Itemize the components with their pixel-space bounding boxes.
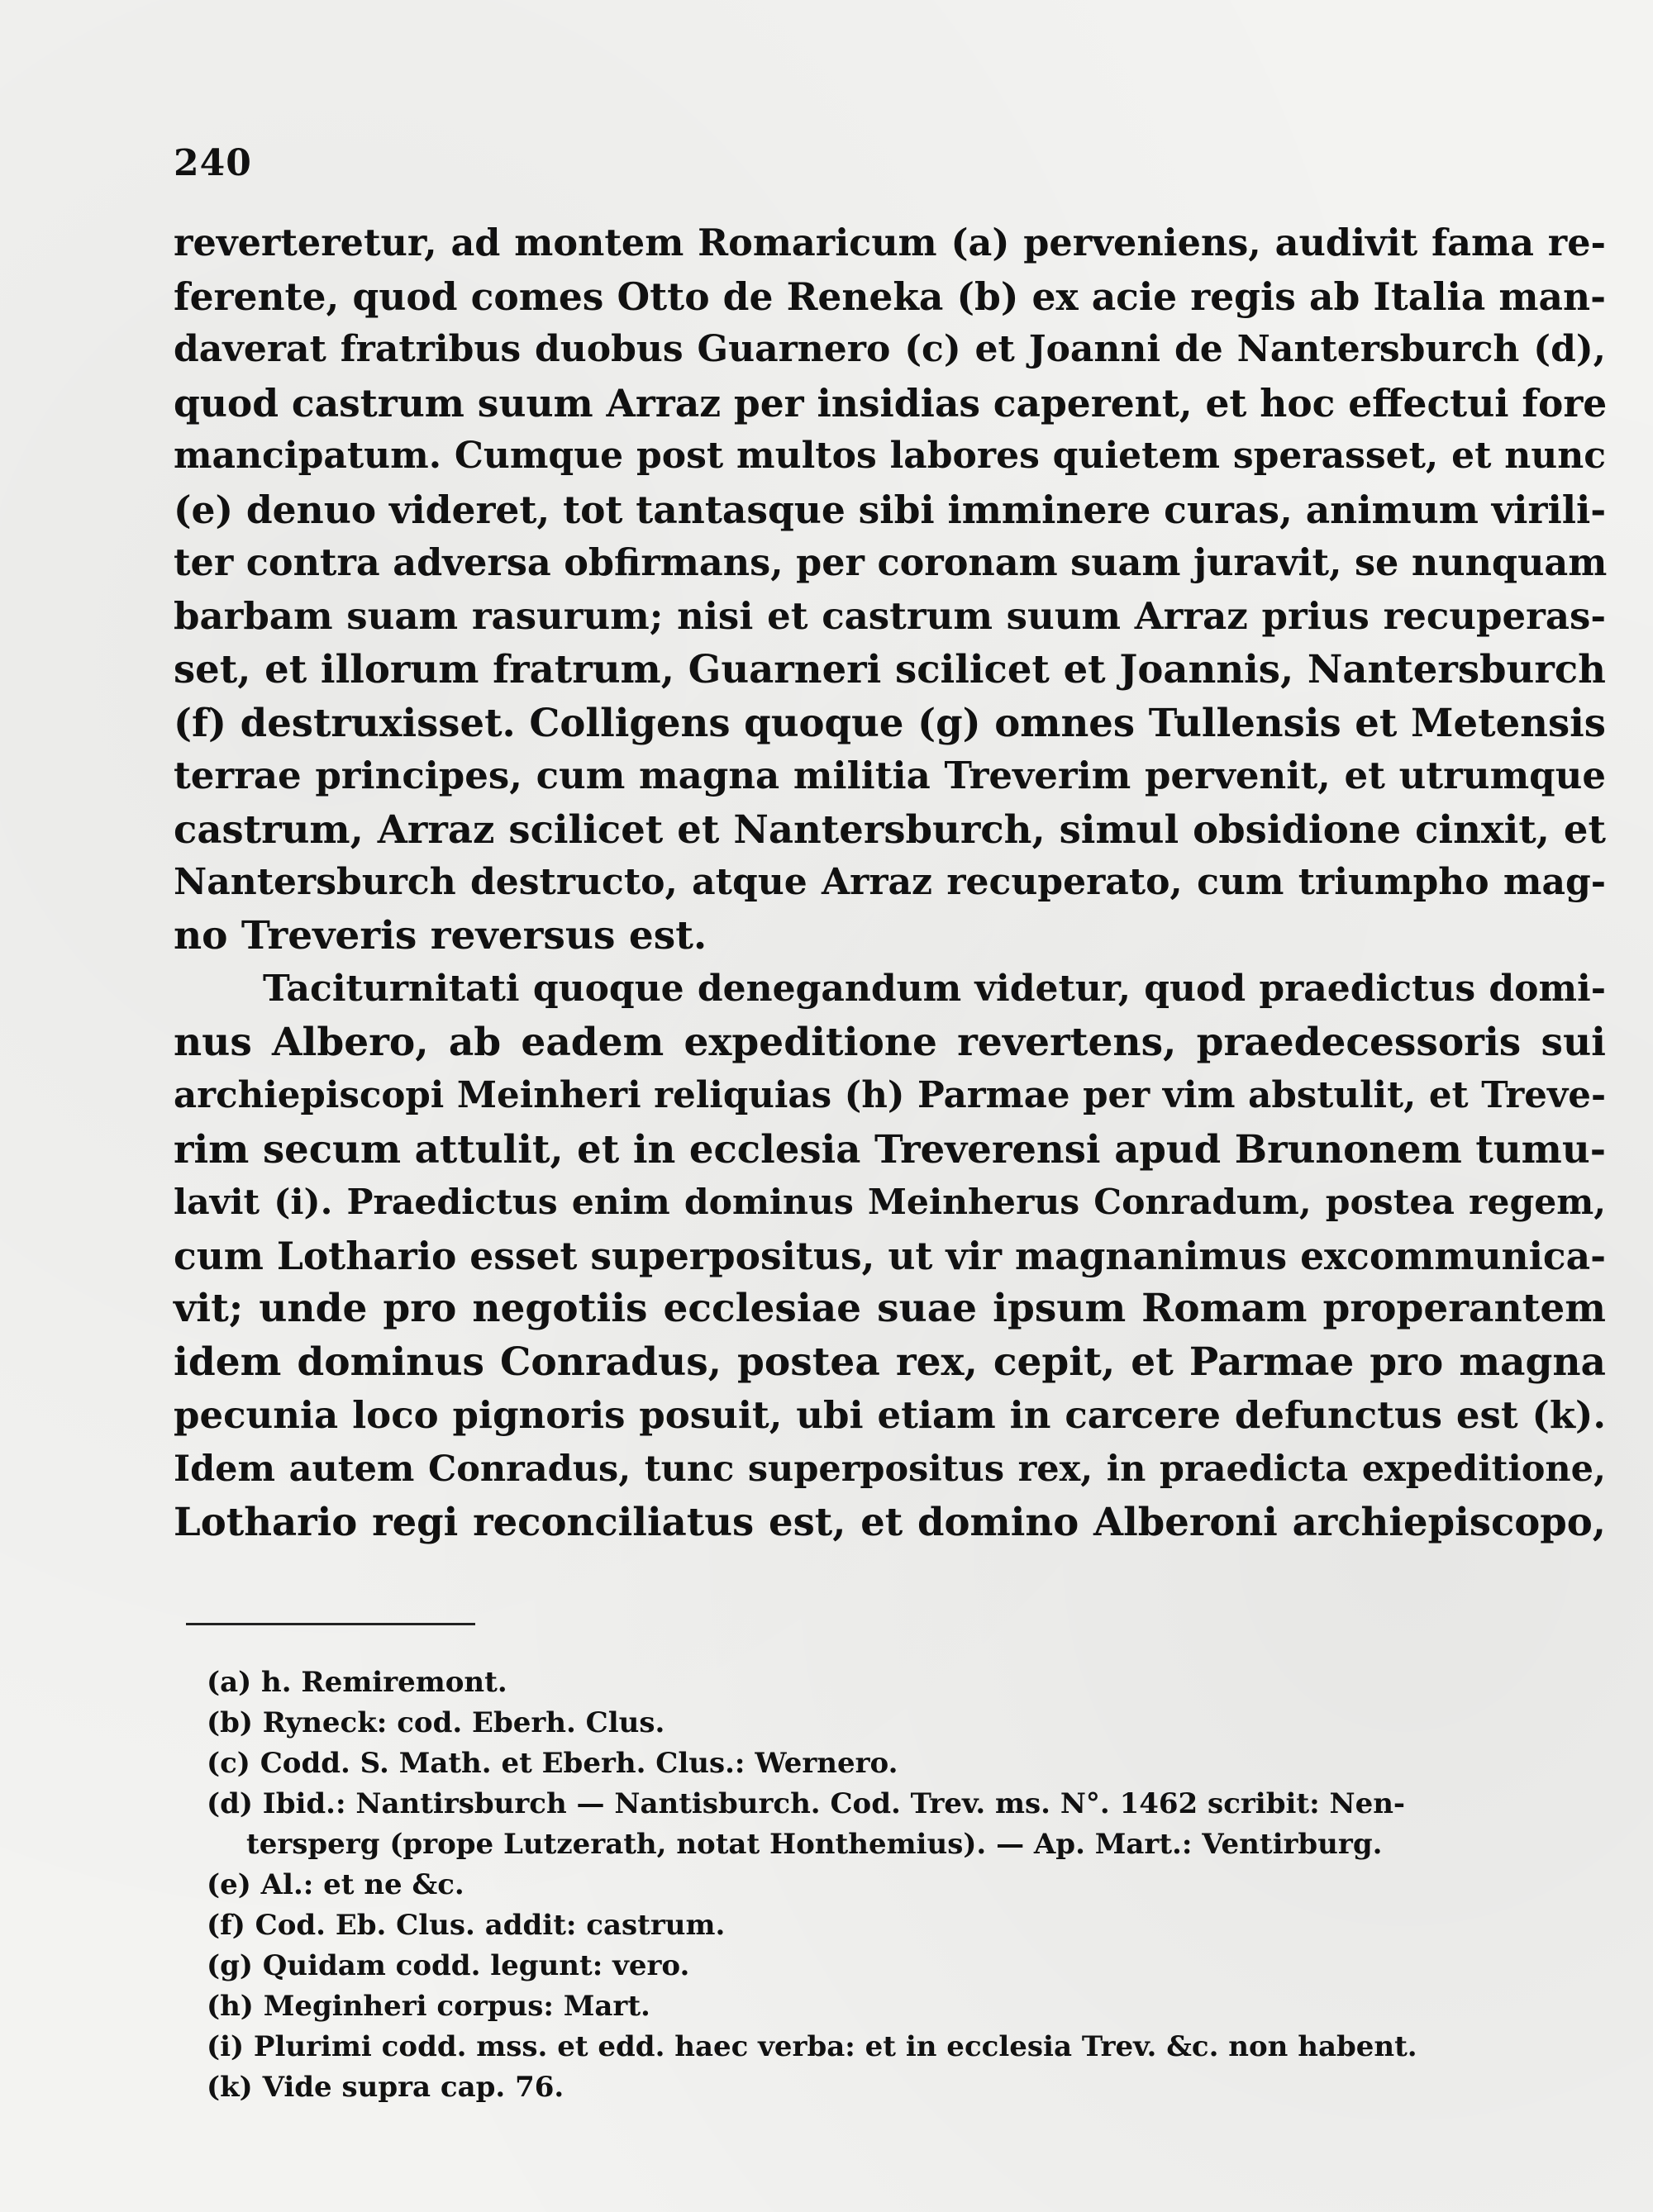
main-text — [174, 216, 1606, 1549]
footnote-h: (h) Meginheri corpus: Mart. — [207, 1990, 650, 2023]
footnote-k: (k) Vide supra cap. 76. — [207, 2071, 564, 2104]
text-line: ter contra adversa obfirmans, per coronam suam juravit, se nunquam — [174, 541, 1608, 584]
text-line: reverteretur, ad montem Romaricum (a) perveniens, audivit fama re- — [174, 221, 1606, 264]
footnote-c: (c) Codd. S. Math. et Eberh. Clus.: Wernero. — [207, 1747, 898, 1780]
footnote-f: (f) Cod. Eb. Clus. addit: castrum. — [207, 1909, 726, 1942]
footnote-i: (i) Plurimi codd. mss. et edd. haec verba: et in ecclesia Trev. &c. non habent. — [207, 2030, 1417, 2063]
text-line: daverat fratribus duobus Guarnero (c) et Joanni de Nantersburch (d), — [174, 328, 1606, 370]
text-line: terrae principes, cum magna militia Treverim pervenit, et utrumque — [174, 754, 1606, 797]
text-line: Lothario regi reconciliatus est, et domino Alberoni archiepiscopo, — [174, 1499, 1606, 1544]
text-line: quod castrum suum Arraz per insidias caperent, et hoc effectui fore — [174, 380, 1608, 426]
text-line: ferente, quod comes Otto de Reneka (b) ex acie regis ab Italia man- — [174, 274, 1606, 319]
text-line: vit; unde pro negotiis ecclesiae suae ipsum Romam properantem — [174, 1286, 1606, 1331]
text-line: rim secum attulit, et in ecclesia Treverensi apud Brunonem tumu- — [174, 1125, 1606, 1172]
text-line: nus Albero, ab eadem expeditione revertens, praedecessoris sui — [174, 1019, 1606, 1065]
text-line: barbam suam rasurum; nisi et castrum suum Arraz prius recuperas- — [174, 593, 1606, 638]
footnote-divider — [186, 1623, 475, 1625]
text-line: archiepiscopi Meinheri reliquias (h) Parmae per vim abstulit, et Treve- — [174, 1074, 1606, 1116]
text-line: mancipatum. Cumque post multos labores quietem sperasset, et nunc — [174, 435, 1606, 477]
paragraph-start-line: Taciturnitati quoque denegandum videtur, quod praedictus domi- — [263, 968, 1606, 1010]
text-line: cum Lothario esset superpositus, ut vir magnanimus excommunica- — [174, 1233, 1606, 1278]
footnote-b: (b) Ryneck: cod. Eberh. Clus. — [207, 1706, 665, 1739]
text-line: (e) denuo videret, tot tantasque sibi imminere curas, animum virili- — [174, 487, 1607, 532]
footnote-e: (e) Al.: et ne &c. — [207, 1868, 464, 1901]
footnote-d-continued: tersperg (prope Lutzerath, notat Honthemius). — Ap. Mart.: Ventirburg. — [246, 1828, 1383, 1861]
text-line: (f) destruxisset. Colligens quoque (g) omnes Tullensis et Metensis — [174, 699, 1606, 745]
footnotes — [207, 1663, 1603, 2108]
footnote-d: (d) Ibid.: Nantirsburch — Nantisburch. Cod. Trev. ms. N°. 1462 scribit: Nen- — [207, 1787, 1406, 1820]
text-line: Idem autem Conradus, tunc superpositus rex, in praedicta expeditione, — [174, 1448, 1606, 1490]
text-line: pecunia loco pignoris posuit, ubi etiam in carcere defunctus est (k). — [174, 1393, 1606, 1437]
footnote-g: (g) Quidam codd. legunt: vero. — [207, 1949, 690, 1982]
text-line: lavit (i). Praedictus enim dominus Meinherus Conradum, postea regem, — [174, 1182, 1606, 1223]
page-number: 240 — [174, 142, 252, 184]
text-line: castrum, Arraz scilicet et Nantersburch, simul obsidione cinxit, et — [174, 806, 1606, 852]
text-line: Nantersburch destructo, atque Arraz recuperato, cum triumpho mag- — [174, 861, 1606, 903]
text-line: idem dominus Conradus, postea rex, cepit, et Parmae pro magna — [174, 1339, 1606, 1385]
text-line: no Treveris reversus est. — [174, 912, 707, 959]
footnote-a: (a) h. Remiremont. — [207, 1666, 507, 1699]
text-line: set, et illorum fratrum, Guarneri scilicet et Joannis, Nantersburch — [174, 646, 1606, 692]
